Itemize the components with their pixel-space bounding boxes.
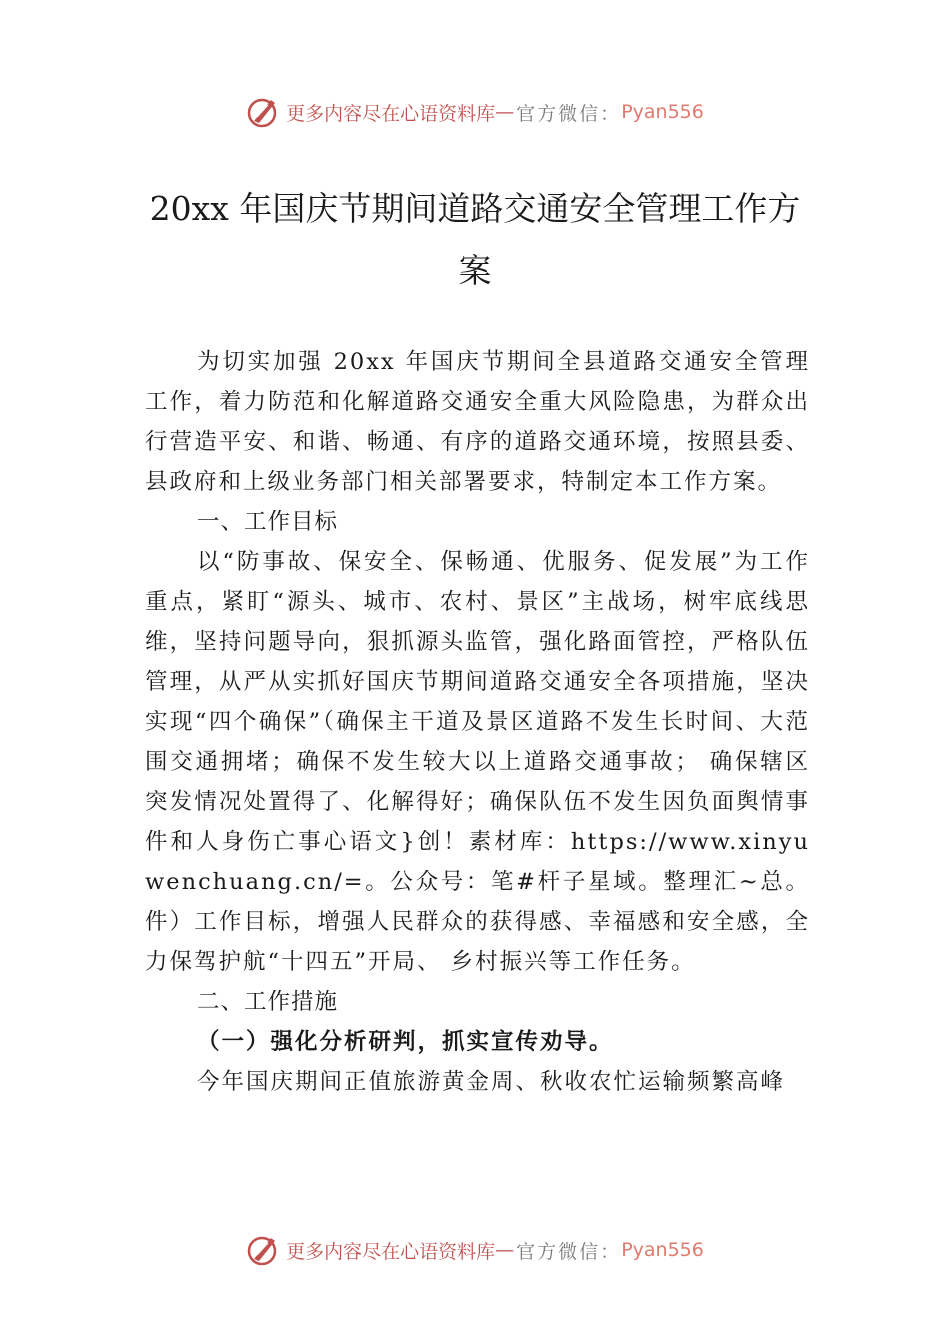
goals-paragraph: 以“防事故、保安全、保畅通、优服务、促发展”为工作重点，紧盯“源头、城市、农村、景区”主战场，树牢底线思维，坚持问题导向，狠抓源头监管，强化路面管控，严格队伍管理，从严从实抓好国庆节期间道路交通安全各项措施，坚决实现“四个确保”（确保主干道及景区道路不发生长时间、大范围交通拥堵；确保不发生较大以上道路交通事故； 确保辖区突发情况处置得了、化解得好；确保队伍不发生因负面舆情事件和人身伤亡事心语文}创！素材库：https://www.xinyuwenchuang.cn/=。公众号：笔#杆子星域。整理汇~总。件）工作目标，增强人民群众的获得感、幸福感和安全感，全力保驾护航“十四五”开局、 乡村振兴等工作任务。: [145, 549, 810, 975]
intro-paragraph: 为切实加强 20xx 年国庆节期间全县道路交通安全管理工作，着力防范和化解道路交通安全重大风险隐患，为群众出行营造平安、和谐、畅通、有序的道路交通环境，按照县委、县政府和上级业务部门相关部署要求，特制定本工作方案。: [145, 349, 810, 495]
banner-accent-text: 更多内容尽在心语资料库: [286, 102, 496, 125]
subsection-heading-analysis: （一）强化分析研判，抓实宣传劝导。: [197, 1029, 614, 1055]
section-heading-goals: 一、工作目标: [197, 509, 339, 535]
banner-wechat-id: Pyan556: [621, 101, 704, 123]
quill-logo-icon: [246, 1232, 282, 1268]
document-title: 20xx 年国庆节期间道路交通安全管理工作方案: [149, 189, 801, 290]
footer-banner: [0, 1232, 950, 1268]
section-heading-measures: 二、工作措施: [197, 989, 339, 1015]
banner-separator: —: [495, 101, 517, 123]
banner-label: 官方微信：: [516, 1240, 622, 1263]
measures-paragraph: 今年国庆期间正值旅游黄金周、秋收农忙运输频繁高峰: [197, 1069, 786, 1095]
document-body: [145, 342, 810, 1102]
banner-separator: —: [495, 1239, 517, 1261]
quill-logo-icon: [246, 94, 282, 130]
banner-label: 官方微信：: [516, 102, 622, 125]
banner-wechat-id: Pyan556: [621, 1239, 704, 1261]
banner-accent-text: 更多内容尽在心语资料库: [286, 1240, 496, 1263]
header-banner: [0, 94, 950, 130]
